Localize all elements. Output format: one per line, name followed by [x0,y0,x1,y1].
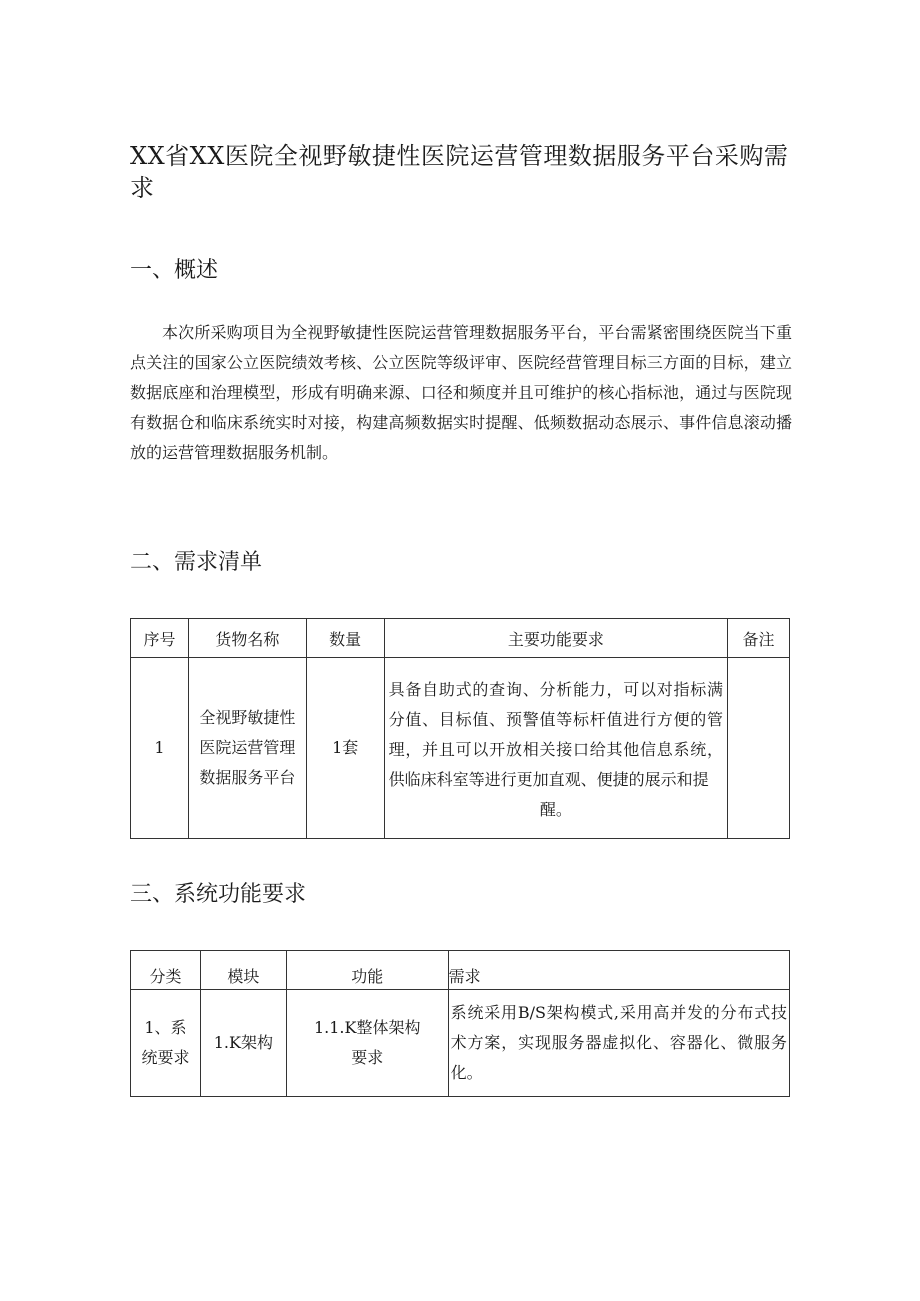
cell-func-text: 具备自助式的查询、分析能力，可以对指标满分值、目标值、预警值等标杆值进行方便的管理，并且可以开放相关接口给其他信息系统，供临床科室等进行更加直观、便捷的展示和提 [388,680,724,789]
overview-paragraph: 本次所采购项目为全视野敏捷性医院运营管理数据服务平台，平台需紧密围绕医院当下重点关注的国家公立医院绩效考核、公立医院等级评审、医院经营管理目标三方面的目标，建立数据底座和治理模型，形成有明确来源、口径和频度并且可维护的核心指标池，通过与医院现有数据仓和临床系统实时对接，构建高频数据实时提醒、低频数据动态展示、事件信息滚动播放的运营管理数据服务机制。 [130,323,792,462]
header-cell-no: 序号 [131,619,189,658]
cell-func-text-end: 醒。 [539,800,572,819]
header-cell-module: 模块 [200,951,286,990]
header-cell-remark: 备注 [728,619,790,658]
cell-function [286,990,448,1097]
cell-func [384,658,727,839]
system-function-table [130,950,790,1097]
document-title: XX省XX医院全视野敏捷性医院运营管理数据服务平台采购需求 [130,142,789,202]
cell-remark [728,658,790,839]
header-cell-need: 需求 [448,951,789,990]
section-heading-system-functions: 三、系统功能要求 [130,882,307,907]
cell-category [131,990,201,1097]
header-cell-function: 功能 [286,951,448,990]
cell-need: 系统采用B/S架构模式,采用高并发的分布式技术方案，实现服务器虚拟化、容器化、微服务化。 [448,990,789,1097]
table-row [131,990,790,1097]
requirements-list-table [130,618,790,839]
section-heading-overview: 一、概述 [130,258,219,283]
cell-qty: 1套 [306,658,384,839]
table-row [131,658,790,839]
table-header-row [131,951,790,990]
header-cell-qty: 数量 [306,619,384,658]
cell-category-text: 1、系统要求 [141,1018,190,1067]
header-cell-name: 货物名称 [188,619,306,658]
header-cell-category: 分类 [131,951,201,990]
table-header-row [131,619,790,658]
cell-no: 1 [131,658,189,839]
cell-function-text: 1.1.K整体架构要求 [313,1018,421,1067]
cell-name-text: 全视野敏捷性医院运营管理数据服务平台 [199,708,296,787]
cell-name [188,658,306,839]
header-cell-func: 主要功能要求 [384,619,727,658]
cell-module: 1.K架构 [200,990,286,1097]
section-heading-requirements-list: 二、需求清单 [130,550,263,575]
